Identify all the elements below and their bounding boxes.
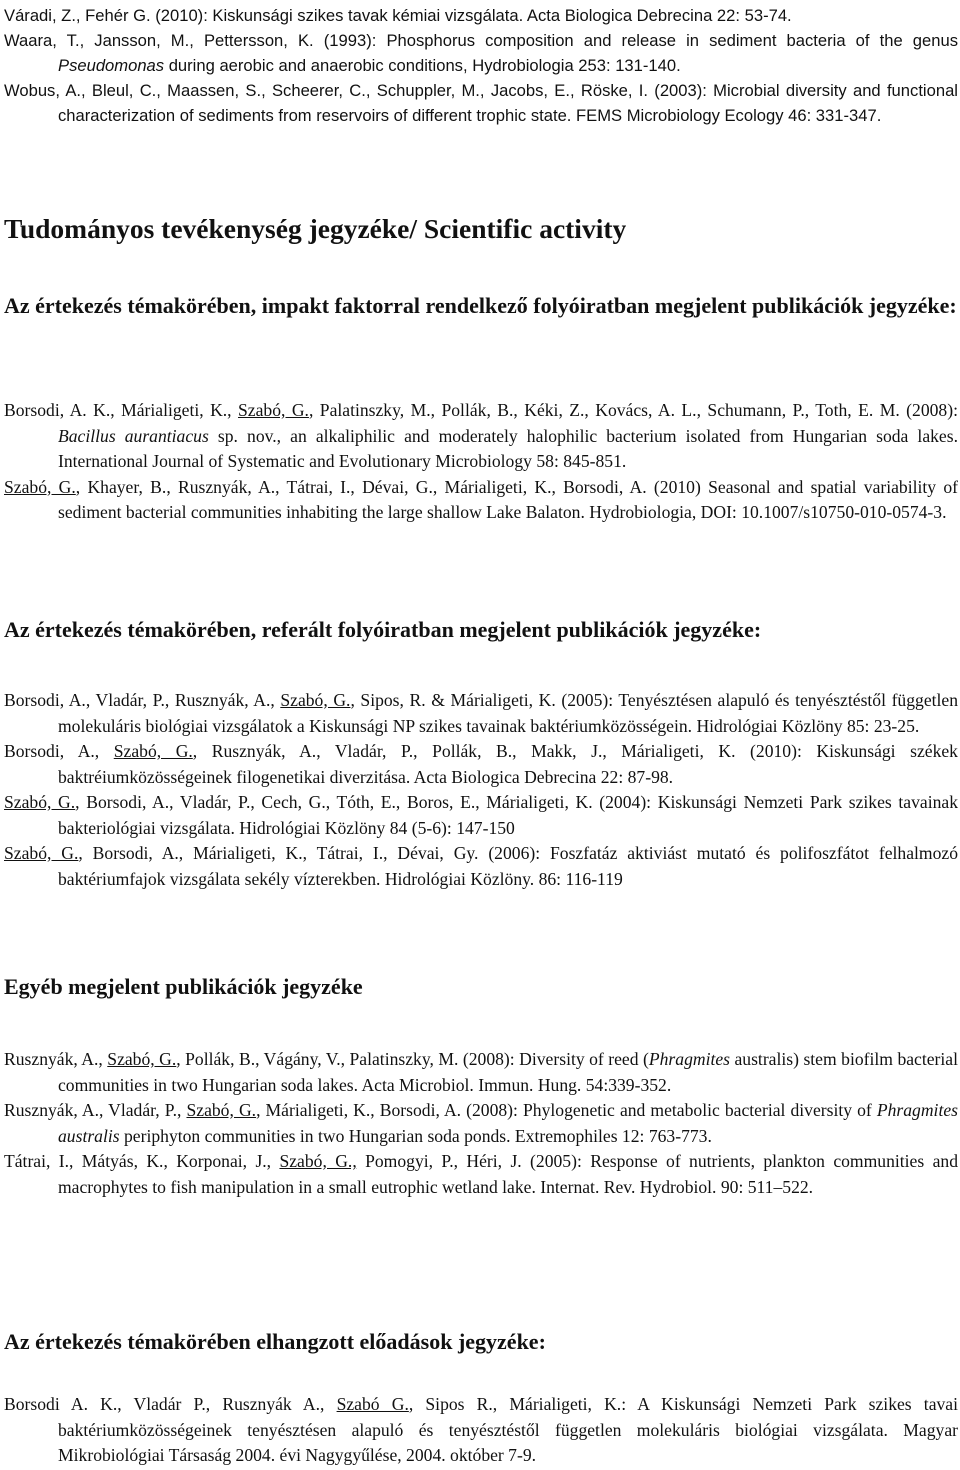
reference-item: Wobus, A., Bleul, C., Maassen, S., Scheerer, C., Schuppler, M., Jacobs, E., Röske, I. (2003): Microbial diversity and functional characterization of sediments from reservoirs of different trophic state. FEMS Microbiology Ecology 46: 331-347. [4, 81, 958, 125]
reference-item: Waara, T., Jansson, M., Pettersson, K. (1993): Phosphorus composition and release in sediment bacteria of the genus Pseudomonas during aerobic and anaerobic conditions, Hydrobiologia 253: 131-140. [4, 31, 958, 75]
section-title-refereed: Az értekezés témakörében, referált folyóiratban megjelent publikációk jegyzéke: [4, 617, 762, 642]
reference-item: Rusznyák, A., Vladár, P., Szabó, G., Márialigeti, K., Borsodi, A. (2008): Phylogenetic and metabolic bacterial diversity of Phragmites australis periphyton communities in two Hungarian soda ponds. Extremophiles 12: 763-773. [4, 1100, 958, 1146]
reference-item: Borsodi, A. K., Márialigeti, K., Szabó, G., Palatinszky, M., Pollák, B., Kéki, Z., Kovács, A. L., Schumann, P., Toth, E. M. (2008): Bacillus aurantiacus sp. nov., an alkaliphilic and moderately halophilic bacterium isolated from Hungarian soda lakes. International Journal of Systematic and Evolutionary Microbiology 58: 845-851. [4, 400, 958, 471]
reference-item: Szabó, G., Borsodi, A., Vladár, P., Cech, G., Tóth, E., Boros, E., Márialigeti, K. (2004): Kiskunsági Nemzeti Park szikes tavainak bakteriológiai vizsgálata. Hidrológiai Közlöny 84 (5-6): 147-150 [4, 792, 958, 838]
reference-item: Váradi, Z., Fehér G. (2010): Kiskunsági szikes tavak kémiai vizsgálata. Acta Biologica Debrecina 22: 53-74. [4, 6, 792, 25]
main-title: Tudományos tevékenység jegyzéke/ Scientific activity [4, 213, 627, 244]
talks-reference-list [4, 1392, 958, 1469]
reference-item: Borsodi A. K., Vladár P., Rusznyák A., Szabó G., Sipos R., Márialigeti, K.: A Kiskunsági Nemzeti Park szikes tavai baktériumközösségeinek tenyésztésen alapuló és tenyésztéstől független molekuláris biológiai vizsgálata. Magyar Mikrobiológiai Társaság 2004. évi Nagygyűlése, 2004. október 7-9. [4, 1394, 958, 1465]
reference-item: Szabó, G., Borsodi, A., Márialigeti, K., Tátrai, I., Dévai, Gy. (2006): Foszfatáz aktiviást mutató és polifoszfátot felhalmozó baktériumfajok vizsgálata sekély vízterekben. Hidrológiai Közlöny. 86: 116-119 [4, 843, 959, 889]
refereed-reference-list [4, 688, 958, 892]
section-title-impact: Az értekezés témakörében, impakt faktorral rendelkező folyóiratban megjelent publikációk jegyzéke: [4, 293, 957, 318]
reference-item: Borsodi, A., Vladár, P., Rusznyák, A., Szabó, G., Sipos, R. & Márialigeti, K. (2005): Tenyésztésen alapuló és tenyésztéstől független molekuláris biológiai vizsgálatok a Kiskunsági NP szikes tavainak baktériumközösségein. Hidrológiai Közlöny 85: 23-25. [4, 690, 959, 736]
reference-item: Rusznyák, A., Szabó, G., Pollák, B., Vágány, V., Palatinszky, M. (2008): Diversity of reed (Phragmites australis) stem biofilm bacterial communities in two Hungarian soda lakes. Acta Microbiol. Immun. Hung. 54:339-352. [4, 1049, 958, 1095]
impact-reference-list [4, 398, 958, 526]
section-title-other: Egyéb megjelent publikációk jegyzéke [4, 974, 363, 999]
reference-item: Tátrai, I., Mátyás, K., Korponai, J., Szabó, G., Pomogyi, P., Héri, J. (2005): Response of nutrients, plankton communities and macrophytes to fish manipulation in a small eutrophic wetland lake. Internat. Rev. Hydrobiol. 90: 511–522. [4, 1151, 958, 1197]
reference-item: Szabó, G., Khayer, B., Rusznyák, A., Tátrai, I., Dévai, G., Márialigeti, K., Borsodi, A. (2010) Seasonal and spatial variability of sediment bacterial communities inhabiting the large shallow Lake Balaton. Hydrobiologia, DOI: 10.1007/s10750-010-0574-3. [4, 476, 959, 522]
top-reference-list [4, 3, 958, 128]
reference-item: Borsodi, A., Szabó, G., Rusznyák, A., Vladár, P., Pollák, B., Makk, J., Márialigeti, K. (2010): Kiskunsági székek baktréiumközösségeinek filogenetikai diverzitása. Acta Biologica Debrecina 22: 87-98. [4, 741, 958, 787]
section-title-talks: Az értekezés témakörében elhangzott előadások jegyzéke: [4, 1329, 546, 1354]
other-reference-list [4, 1047, 958, 1200]
